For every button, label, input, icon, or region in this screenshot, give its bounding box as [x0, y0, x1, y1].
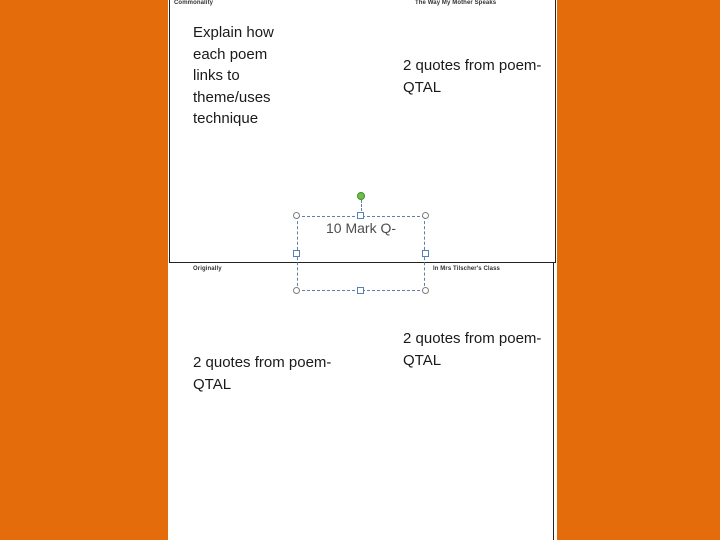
- mother-speaks-title: The Way My Mother Speaks: [415, 0, 497, 6]
- resize-handle-top-left[interactable]: [293, 212, 300, 219]
- resize-handle-right[interactable]: [422, 250, 429, 257]
- mother-speaks-instruction: 2 quotes from poem-QTAL: [403, 57, 542, 96]
- tilschers-class-title: In Mrs Tilscher's Class: [433, 266, 500, 272]
- ten-mark-question-label[interactable]: 10 Mark Q-: [326, 220, 397, 236]
- bottom-right-border-line: [553, 262, 554, 540]
- tilschers-class-instruction: 2 quotes from poem-QTAL: [403, 330, 542, 369]
- resize-handle-top[interactable]: [357, 212, 364, 219]
- originally-title: Originally: [193, 266, 222, 272]
- resize-handle-top-right[interactable]: [422, 212, 429, 219]
- resize-handle-bottom[interactable]: [357, 287, 364, 294]
- commonality-instruction: Explain how each poem links to theme/uses technique: [193, 24, 274, 127]
- commonality-title: Commonality: [174, 0, 214, 6]
- rotate-handle[interactable]: [357, 192, 365, 200]
- originally-instruction: 2 quotes from poem-QTAL: [193, 354, 332, 393]
- resize-handle-bottom-left[interactable]: [293, 287, 300, 294]
- left-border-line: [169, 0, 170, 262]
- right-border-line: [555, 0, 556, 262]
- resize-handle-bottom-right[interactable]: [422, 287, 429, 294]
- resize-handle-left[interactable]: [293, 250, 300, 257]
